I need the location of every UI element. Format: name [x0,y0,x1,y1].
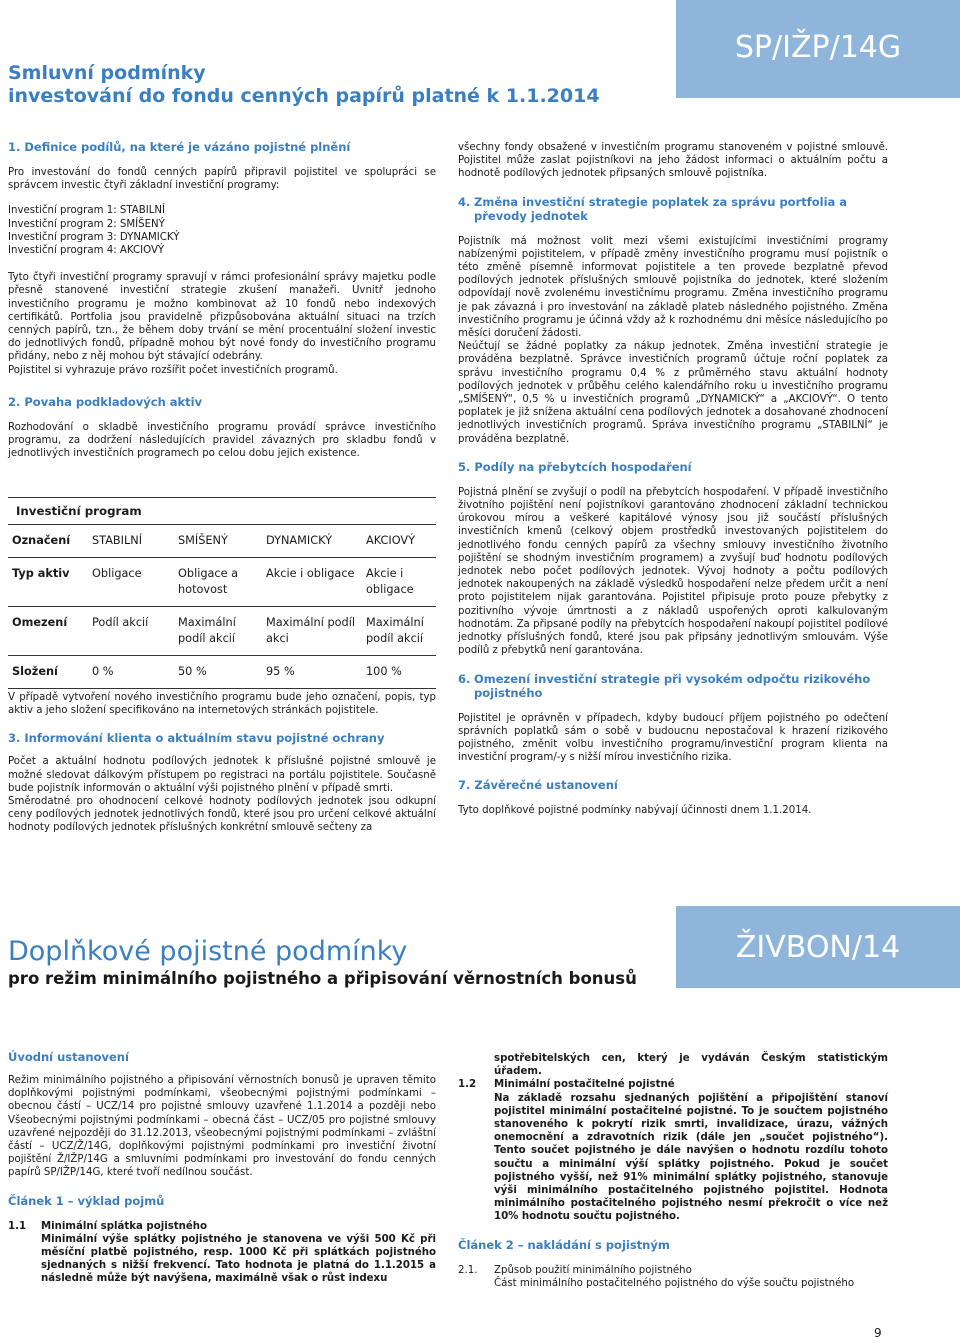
table-row [8,525,436,558]
program-item: Investiční program 2: SMÍŠENÝ [8,218,165,230]
section-4-title-text: Změna investiční strategie poplatek za správu portfolia a převody jednotek [474,194,848,223]
item-2-1-text: Část minimálního postačitelného pojistného do výše součtu pojistného [494,1277,855,1289]
right-column [458,141,888,818]
section-4-body: Pojistník má možnost volit mezi všemi existujícími investičními programy nabízenými pojistitelem, v případě změny investičního programu musí pojistník o této změně písemně informovat pojistitele a ten provede bezplatně převod podílových jednotek příslušných smlouvě pojistníka do jednotek, které složením odpovídají nově zvolenému investičnímu programu. Změna investičního programu je pak závazná i pro investování na základě plateb následného pojistného. Změna investičního programu je účinná vždy až k rozhodnému dni měsíce následujícího po měsíci doručení žádosti. [458,235,888,340]
section-7-body: Tyto doplňkové pojistné podmínky nabývají účinnosti dnem 1.1.2014. [458,805,812,817]
intro-body: Režim minimálního pojistného a připisování věrnostních bonusů je upraven těmito doplňkovými pojistnými podmínkami, všeobecnými pojistnými podmínkami – obecnou částí – UCZ/14 pro pojistné smlouvy uzavřené 1.1.2014 a později nebo Všeobecnými pojistnými podmínkami – obecná část – UCZ/05 pro pojistné smlouvy uzavřené nejpozději do 31.12.2013, všeobecnými pojistnými podmínkami – zvláštní částí – UCZ/Ž/14G, doplňkovými pojistnými podmínkami pro investiční životní pojištění Ž/IŽP/14G a smluvními podmínkami pro investování do fondu cenných papírů SP/IŽP/14G, které tvoří nedílnou součást. [8,1075,436,1179]
table-cell: Obligace a hotovost [178,567,239,596]
table-cell: Podíl akcií [92,616,149,629]
page-title-line2: investování do fondu cenných papírů platné k 1.1.2014 [8,85,600,107]
table-cell: Obligace [92,567,142,580]
item-1-2 [458,1078,888,1223]
item-2-1-number: 2.1. [458,1264,478,1276]
table-cell: 100 % [366,665,402,678]
table-cell: AKCIOVÝ [366,534,416,547]
item-1-1-number: 1.1 [8,1220,27,1232]
bottom-left-column [8,1050,436,1286]
section-4-title [458,195,888,223]
table-row [8,558,436,607]
item-1-1-continued-text: spotřebitelských cen, který je vydáván Českým statistickým úřadem. [494,1053,888,1078]
section-3-body: Počet a aktuální hodnotu podílových jednotek k příslušné pojistné smlouvě je možné sledovat dálkovým přístupem po registraci na portálu pojistitele. Současně bude pojistník informován o aktuální výši pojistného plnění v případě smrti. [8,756,436,794]
bottom-title [8,936,668,990]
section-2-body: Rozhodování o skladbě investičního programu provádí správce investičního programu, za dodržení následujících pravidel závazných pro skladbu fondů v jednotlivých investičních programech po celou dobu jejich existence. [8,421,436,460]
section-2-title: 2. Povaha podkladových aktiv [8,394,203,409]
section-6-title [458,672,888,700]
investment-program-table [8,497,436,689]
program-item: Investiční program 1: STABILNÍ [8,205,166,217]
section-3-title: 3. Informování klienta o aktuálním stavu pojistné ochrany [8,731,385,746]
section-6-number: 6. [458,671,471,686]
row-label: Typ aktiv [12,567,70,580]
item-2-1 [458,1264,888,1290]
section-6-body: Pojistitel je oprávněn v případech, kdyby budoucí příjem pojistného po odečtení správních poplatků sám o sobě v budoucnu nepostačoval k hrazení rizikového pojistného, změnit volbu investičního programu/investiční program klienta na investiční program/-y s nižší mírou investičního rizika. [458,712,888,764]
article-2-title: Článek 2 – nakládání s pojistným [458,1237,670,1252]
page-title [8,62,648,108]
section-4-number: 4. [458,194,471,209]
program-item: Investiční program 3: DYNAMICKÝ [8,231,180,243]
table-cell: Akcie i obligace [366,567,414,596]
bottom-right-column [458,1052,888,1290]
section-1-title: 1. Definice podílů, na které je vázáno pojistné plnění [8,140,351,154]
section-7-title: 7. Závěrečné ustanovení [458,778,618,793]
table-heading: Investiční program [16,504,142,518]
table-body [8,524,436,688]
section-1-note: Pojistitel si vyhrazuje právo rozšířit počet investičních programů. [8,364,338,376]
item-1-2-title: Minimální postačitelné pojistné [494,1079,675,1091]
item-1-1-text: Minimální výše splátky pojistného je stanovena ve výši 500 Kč při měsíční platbě pojistného, resp. 1000 Kč při splátkách pojistného sjednaných s nižší frekvencí. Tato hodnota je platná do 1.1.2015 a následně může být navýšena, maximálně však o růst indexu [41,1233,436,1285]
item-1-1-continued [458,1052,888,1078]
document-code-badge [676,0,960,98]
page-title-line1: Smluvní podmínky [8,62,206,84]
document-code: SP/IŽP/14G [734,29,902,65]
section-6-title-text: Omezení investiční strategie při vysokém odpočtu rizikového pojistného [474,671,871,700]
after-table-text: V případě vytvoření nového investičního programu bude jeho označení, popis, typ aktiv a jeho složení specifikováno na internetových stránkách pojistitele. [8,692,436,717]
row-label: Složení [12,665,58,678]
intro-title: Úvodní ustanovení [8,1050,129,1064]
program-item: Investiční program 4: AKCIOVÝ [8,245,165,257]
table-cell: Maximální podíl akci [266,616,355,645]
article-1-title: Článek 1 – výklad pojmů [8,1193,165,1208]
page-number: 9 [874,1326,882,1340]
section-3-body-2: Směrodatné pro ohodnocení celkové hodnoty podílových jednotek jsou odkupní ceny podílových jednotek jednotlivých fondů, které jsou pro určení celkové aktuální hodnoty podílových jednotek příslušných konkrétní smlouvě sečteny za [8,796,436,834]
item-1-2-text: Na základě rozsahu sjednaných pojištění a připojištění stanoví pojistitel minimální postačitelné pojistné. To je součtem pojistného stanoveného k pokrytí rizik smrti, invalidizace, úrazu, vážných onemocnění a zdravotních rizik (dále jen „součet pojistného“). Tento součet pojistného je dále navýšen o hodnotu rozdílu tohoto součtu a minimální výší splátky pojistného. Pokud je součet pojistného vyšší, než 91% minimální splátky pojistného, stanovuje výši minimálního postačitelného pojistného pojistitel. Hodnota minimálního postačitelného pojistného nesmí překročit o více než 10% hodnotu součtu pojistného. [494,1092,888,1223]
table-cell: DYNAMICKÝ [266,534,333,547]
table-cell: 0 % [92,665,114,678]
table-row [8,607,436,656]
bottom-code: ŽIVBON/14 [735,929,901,965]
table-cell: 95 % [266,665,295,678]
table-cell: 50 % [178,665,207,678]
item-1-2-number: 1.2 [458,1079,477,1091]
left-column [8,140,436,460]
section-5-title: 5. Podíly na přebytcích hospodaření [458,459,692,474]
bottom-subtitle: pro režim minimálního pojistného a připisování věrnostních bonusů [8,969,637,988]
section-1-intro: Pro investování do fondů cenných papírů připravil pojistitel ve spolupráci se správcem investic čtyři základní investiční programy: [8,167,436,192]
table-cell: Akcie i obligace [266,567,355,580]
section-4-body-2: Neúčtují se žádné poplatky za nákup jednotek. Změna investiční strategie je prováděna bezplatně. Správce investičních programů účtuje roční poplatek za správu investičního programu 0,4 % z průměrného stavu aktuální hodnoty podílových jednotek v průběhu celého kalendářního roku u investičního programu „SMÍŠENÝ“, 0,5 % u investičních programů „DYNAMICKÝ“ a „AKCIOVÝ“. O tento poplatek je již snížena aktuální cena podílových jednotek a dosahované zhodnocení jednotlivých investičních programů. Správa investičního programu „STABILNÍ“ je prováděna bezplatně. [458,341,888,445]
item-1-1 [8,1220,436,1286]
bottom-code-badge [676,906,960,988]
program-list [8,204,436,257]
section-5-body: Pojistná plnění se zvyšují o podíl na přebytcích hospodaření. V případě investičního životního pojištění není pojistníkovi garantováno zhodnocení základní technickou úrokovou mírou a veškeré kapitálové výnosy jsou již součástí příslušných investičních kmenů (celkový objem prostředků investovaných pojistitelem do jednotlivého fondu cenných papírů za všechny smlouvy investičního životního pojištění se shodným investičním programem) a zvyšují buď hodnotu podílových jednotek nebo počet podílových jednotek. Vývoj hodnoty a počtu podílových jednotek nakoupených na základě výsledků hospodaření nelze předem určit a není proto pojistitelem nijak garantována. Pojistitel připisuje proto pouze přebytky z pozitivního vývoje úmrtnosti a z nákladů uspořených oproti kalkulovaným hodnotám. Za připsané podíly na přebytcích hospodaření nakoupí pojistitel podílové jednotky příslušných fondů, které jsou pak připsány jednotlivým smlouvám. Výše podílů z přebytků není garantována. [458,486,888,657]
section-1-body: Tyto čtyři investiční programy spravují v rámci profesionální správy majetku podle přesně stanovené investiční strategie zkušení manažeři. Uvnitř jednoho investičního programu je možno kombinovat až 10 fondů nebo indexových certifikátů. Portfolia jsou pravidelně přizpůsobována aktuální situaci na trzích cenných papírů, tzn., že během doby trvání se mění procentuální složení investic do jednotlivých fondů, případně mohou být nové fondy do investičního programu přidány, nebo z něj mohou být stávající odebrány. [8,272,436,363]
bottom-title-text: Doplňkové pojistné podmínky [8,936,408,967]
left-column-lower [8,691,436,835]
table-cell: STABILNÍ [92,534,143,547]
table-row [8,656,436,689]
table-cell: SMÍŠENÝ [178,534,228,547]
section-3-continued: všechny fondy obsažené v investičním programu stanoveném v pojistné smlouvě. Pojistitel může zaslat pojistníkovi na jeho žádost informaci o aktuálním počtu a hodnotě podílových jednotek připsaných smlouvě pojistníka. [458,142,888,180]
item-2-1-title: Způsob použití minimálního pojistného [494,1264,692,1276]
item-1-1-title: Minimální splátka pojistného [41,1220,208,1232]
row-label: Označení [12,534,71,547]
table-cell: Maximální podíl akcií [366,616,424,645]
row-label: Omezení [12,616,68,629]
table-cell: Maximální podíl akcií [178,616,236,645]
